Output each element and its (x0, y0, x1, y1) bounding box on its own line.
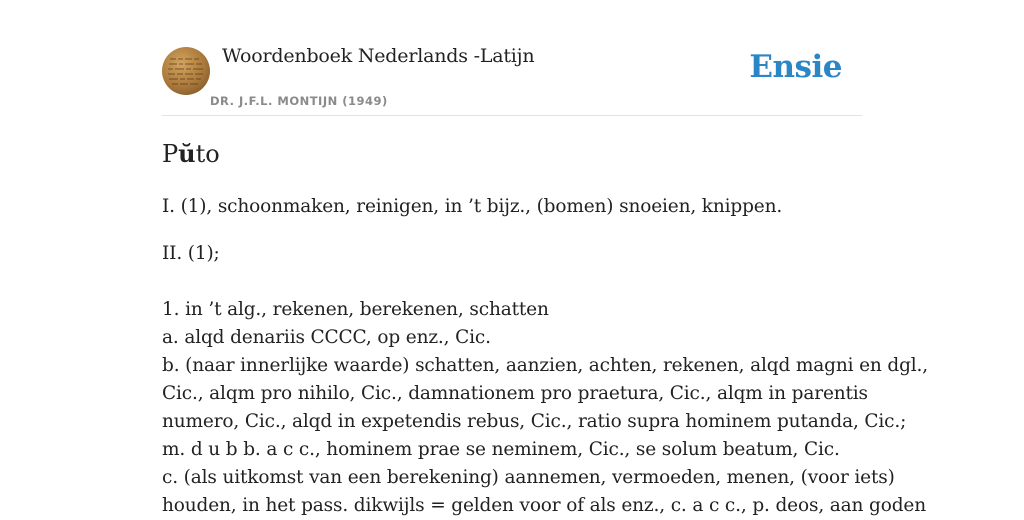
book-title[interactable]: Woordenboek Nederlands -Latijn (222, 45, 535, 67)
definition-line: c. (als uitkomst van een berekening) aannemen, vermoeden, menen, (voor iets) (162, 467, 895, 488)
sense-ii: II. (1); (162, 243, 220, 264)
coin-logo-icon[interactable] (162, 47, 210, 95)
header (162, 0, 862, 116)
entry-title-breve: ŭ (178, 139, 196, 168)
entry-title (162, 139, 220, 168)
entry-title-prefix: P (162, 140, 179, 168)
entry-content (162, 193, 928, 520)
book-author: DR. J.F.L. MONTIJN (1949) (210, 94, 388, 108)
definition-line: 1. in ’t alg., rekenen, berekenen, schatten (162, 299, 549, 320)
definition-line: b. (naar innerlijke waarde) schatten, aanzien, achten, rekenen, alqd magni en dgl., (162, 355, 928, 376)
brand-logo[interactable]: Ensie (749, 49, 842, 85)
sense-i: I. (1), schoonmaken, reinigen, in ’t bijz., (bomen) snoeien, knippen. (162, 196, 783, 217)
definition-line: houden, in het pass. dikwijls = gelden voor of als enz., c. a c c., p. deos, aan goden (162, 495, 926, 516)
definition-line: Cic., alqm pro nihilo, Cic., damnationem pro praetura, Cic., alqm in parentis (162, 383, 868, 404)
definition-line: numero, Cic., alqd in expetendis rebus, Cic., ratio supra hominem putanda, Cic.; (162, 411, 907, 432)
definition-line: a. alqd denariis CCCC, op enz., Cic. (162, 327, 491, 348)
entry-title-suffix: to (195, 140, 220, 168)
definition-line: m. d u b b. a c c., hominem prae se neminem, Cic., se solum beatum, Cic. (162, 439, 840, 460)
page (162, 0, 928, 516)
